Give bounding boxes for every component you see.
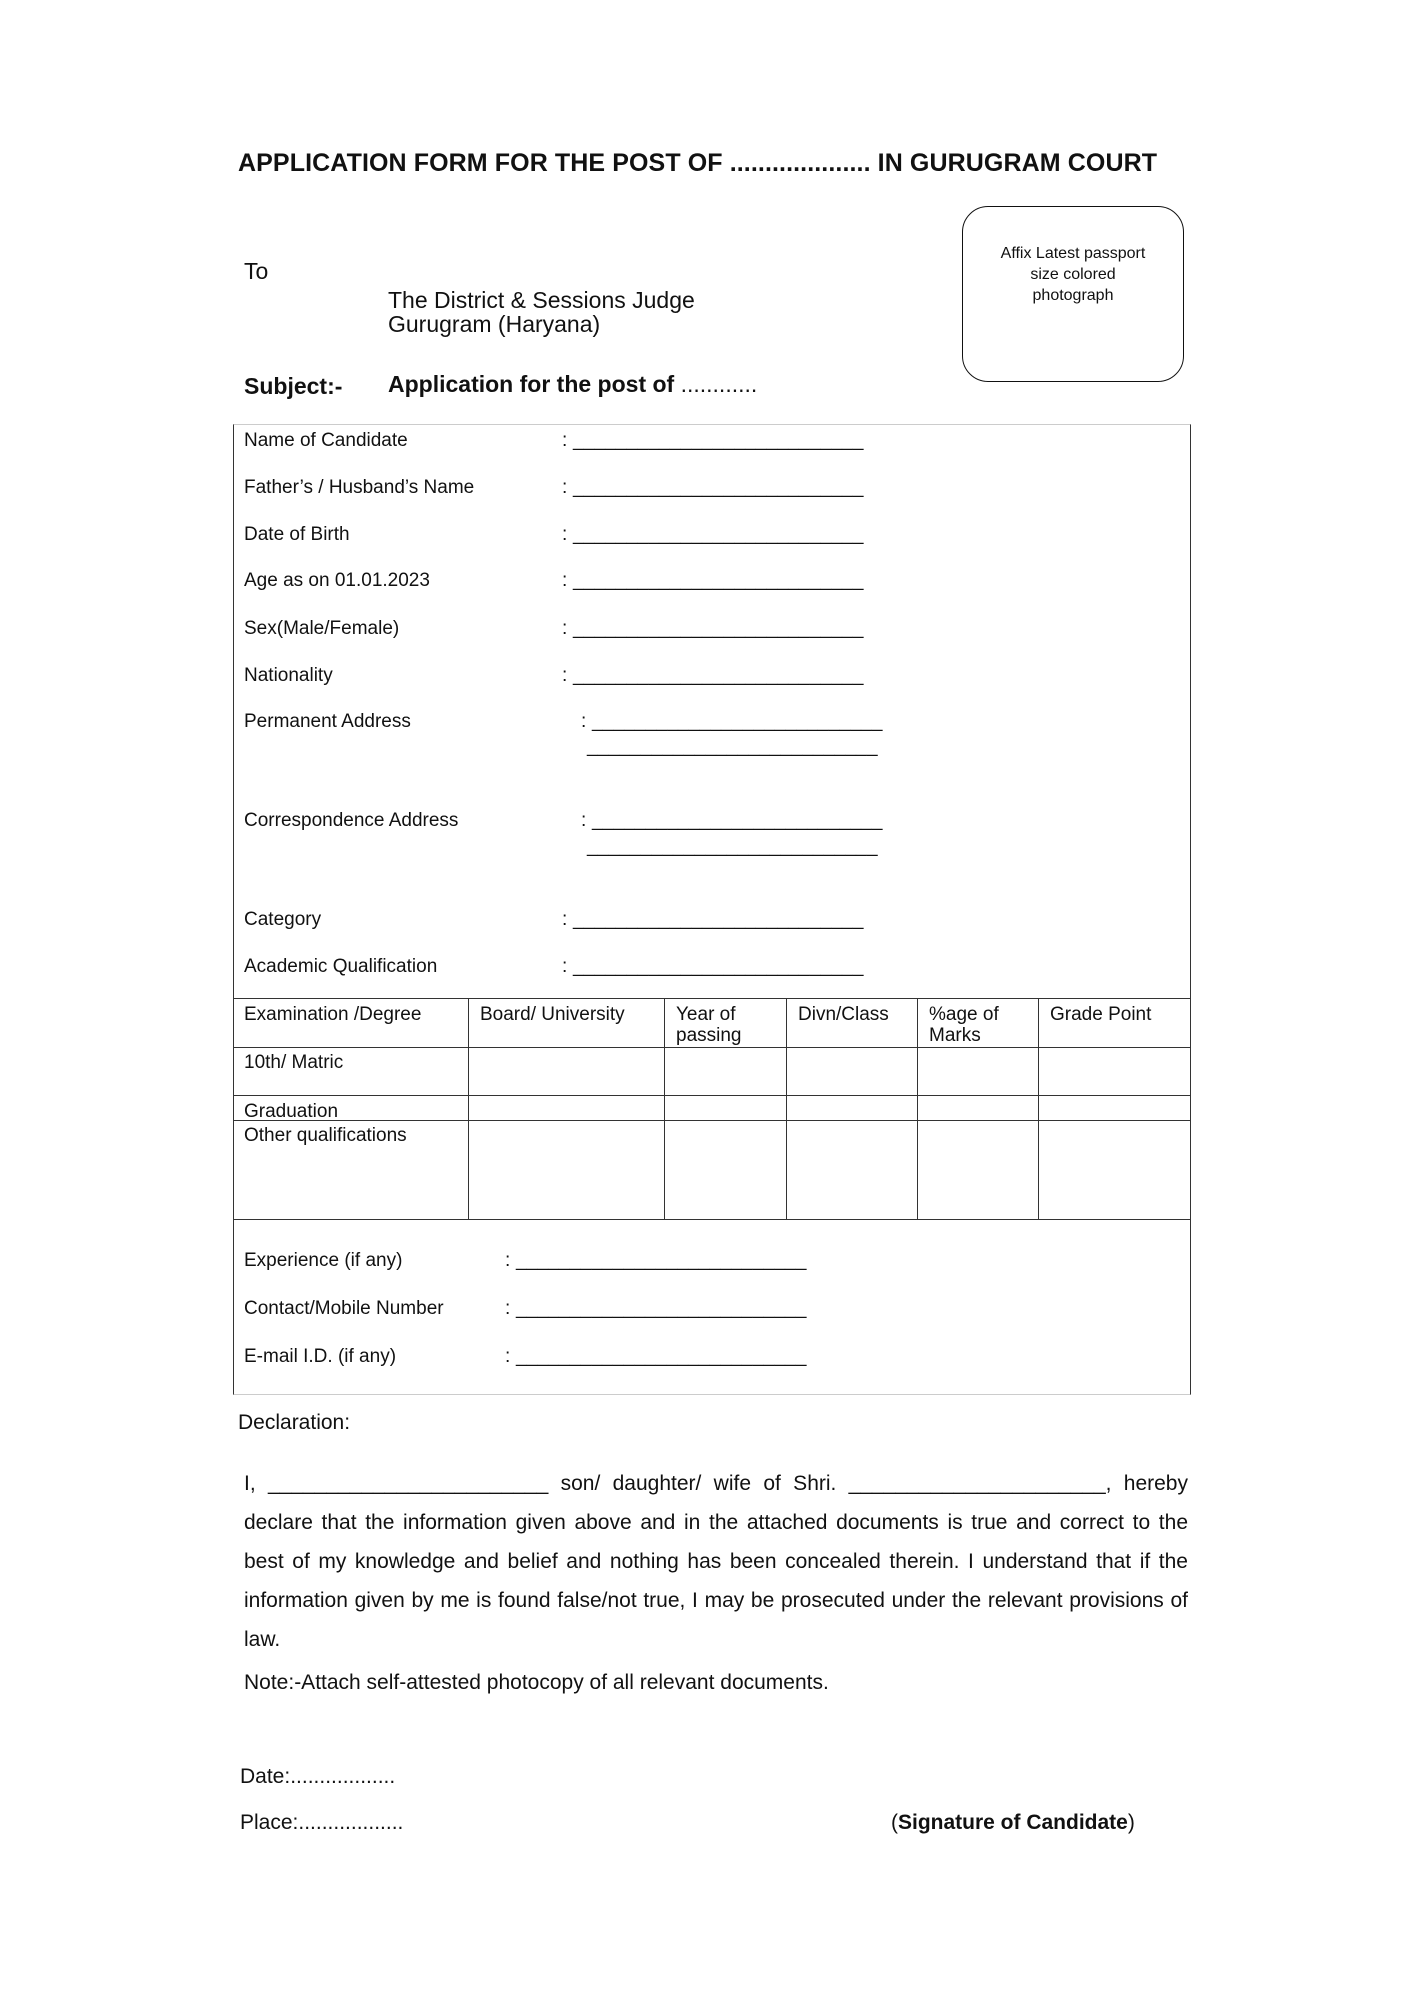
table-row-other-qualifications: Other qualifications [244,1125,407,1146]
photo-box-line-3: photograph [1032,287,1114,304]
table-bottom-border [233,1219,1191,1220]
field-label-email: E-mail I.D. (if any) [244,1346,397,1367]
field-label-academic-qualification: Academic Qualification [244,956,438,977]
table-header-bottom-border [233,1047,1191,1048]
signature-text: Signature of Candidate [898,1811,1128,1834]
declaration-title: Declaration: [238,1411,351,1434]
field-label-experience: Experience (if any) [244,1250,403,1271]
subject-label: Subject:- [244,373,343,399]
table-row-divider [233,1095,1191,1096]
field-label-nationality: Nationality [244,665,333,686]
table-header-examination: Examination /Degree [244,1004,422,1025]
table-column-divider [917,998,918,1219]
table-column-divider [1038,998,1039,1219]
field-input-email[interactable]: : ___________________________ [505,1346,807,1367]
photo-box [962,206,1184,382]
field-input-experience[interactable]: : ___________________________ [505,1250,807,1271]
declaration-body: I, ________________________ son/ daughter/ wife of Shri. ______________________, hereby declare that the information given above and in the attached documents is true and correct to the best of my knowledge and belief and nothing has been concealed therein. I understand that if the information given by me is found false/not true, I may be prosecuted under the relevant provisions of law. [244,1472,1188,1651]
field-label-correspondence-address: Correspondence Address [244,810,459,831]
field-input-contact[interactable]: : ___________________________ [505,1298,807,1319]
to-label: To [244,258,269,284]
addressee [388,288,695,336]
field-input-name[interactable]: : ___________________________ [562,430,864,451]
field-label-category: Category [244,909,322,930]
table-column-divider [468,998,469,1219]
field-label-name: Name of Candidate [244,430,408,451]
table-row-graduation: Graduation [244,1101,339,1122]
table-column-divider [664,998,665,1219]
note-text: Note:-Attach self-attested photocopy of all relevant documents. [244,1671,829,1694]
field-input-correspondence-address[interactable]: : ___________________________ [581,810,883,831]
field-input-permanent-address-line-2[interactable]: ___________________________ [587,736,878,757]
date-field[interactable]: Date:.................. [240,1765,396,1788]
signature-close-paren: ) [1127,1811,1135,1834]
field-label-dob: Date of Birth [244,524,350,545]
field-label-sex: Sex(Male/Female) [244,618,400,639]
table-header-percentage: %age of Marks [929,1004,999,1046]
field-input-academic-qualification[interactable]: : ___________________________ [562,956,864,977]
field-input-age[interactable]: : ___________________________ [562,570,864,591]
field-input-dob[interactable]: : ___________________________ [562,524,864,545]
table-top-border [233,998,1191,999]
photo-box-line-1: Affix Latest passport [1000,245,1146,262]
field-input-nationality[interactable]: : ___________________________ [562,665,864,686]
subject-text [388,371,757,398]
field-label-contact: Contact/Mobile Number [244,1298,444,1319]
photo-box-line-2: size colored [1030,266,1116,283]
signature-label [891,1811,1135,1835]
table-header-division: Divn/Class [798,1004,889,1025]
subject-bold: Application for the post of [388,371,675,397]
addressee-line-2: Gurugram (Haryana) [388,311,601,337]
field-label-father-husband: Father’s / Husband’s Name [244,477,475,498]
field-input-permanent-address[interactable]: : ___________________________ [581,711,883,732]
table-row-matric: 10th/ Matric [244,1052,344,1073]
addressee-line-1: The District & Sessions Judge [388,287,695,313]
table-header-grade-point: Grade Point [1050,1004,1152,1025]
signature-open-paren: ( [891,1811,898,1834]
field-input-sex[interactable]: : ___________________________ [562,618,864,639]
field-label-permanent-address: Permanent Address [244,711,411,732]
table-header-board: Board/ University [480,1004,625,1025]
field-input-father-husband[interactable]: : ___________________________ [562,477,864,498]
table-header-year: Year of passing [676,1004,742,1046]
field-input-correspondence-address-line-2[interactable]: ___________________________ [587,836,878,857]
field-input-category[interactable]: : ___________________________ [562,909,864,930]
table-column-divider [786,998,787,1219]
form-title: APPLICATION FORM FOR THE POST OF .................... IN GURUGRAM COURT [238,149,1158,177]
table-row-divider [233,1120,1191,1121]
subject-dots: ............ [674,371,758,397]
place-field[interactable]: Place:.................. [240,1811,404,1834]
field-label-age: Age as on 01.01.2023 [244,570,430,591]
